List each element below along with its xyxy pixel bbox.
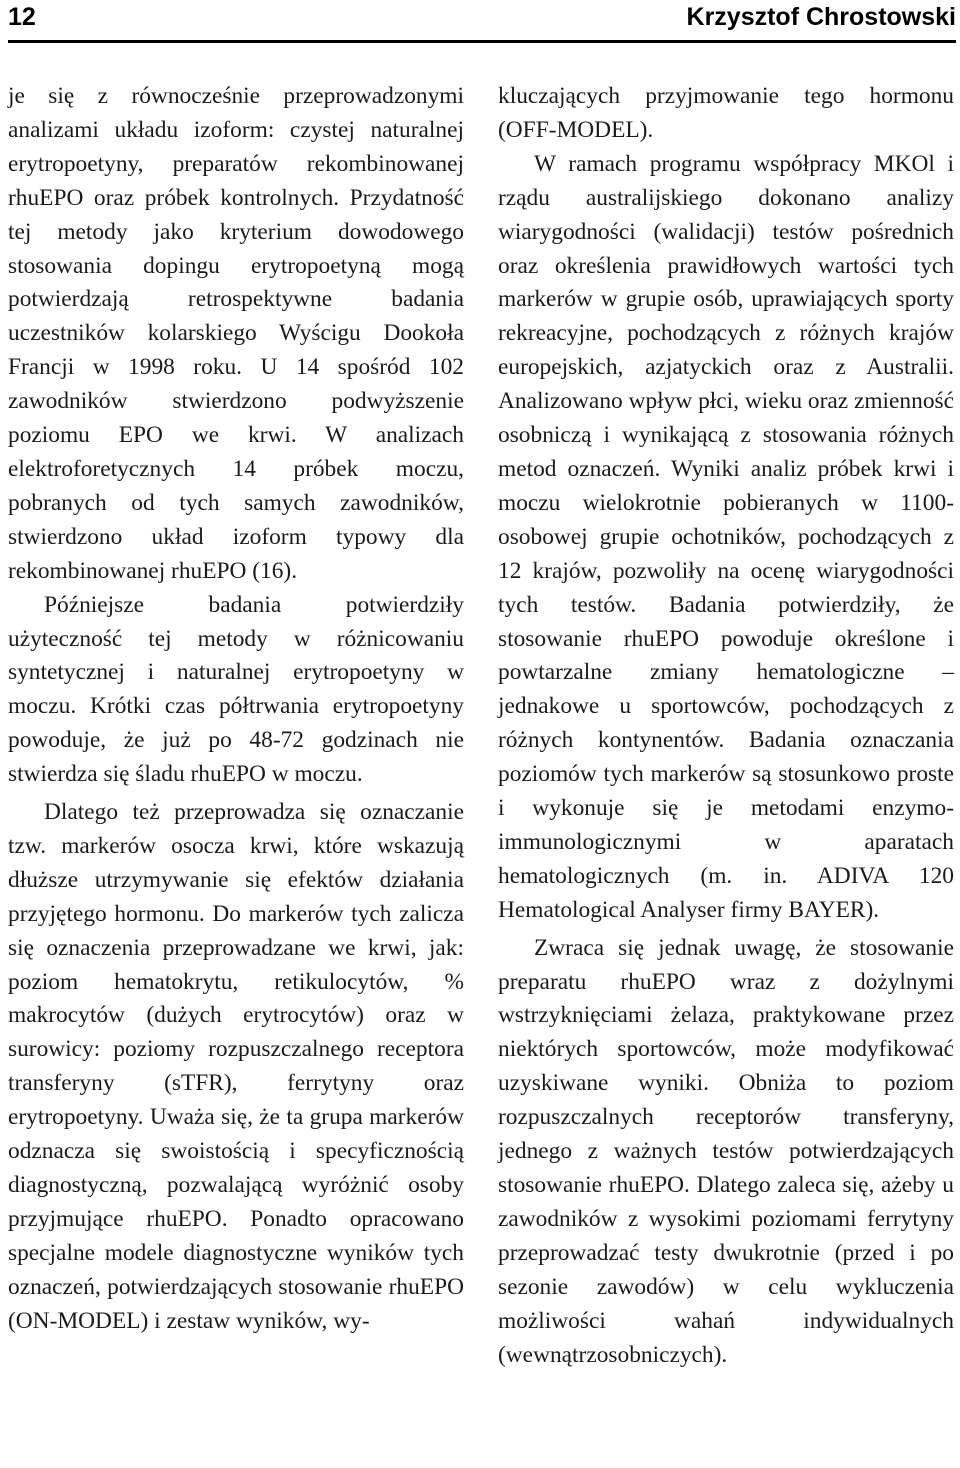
running-head-author: Krzysztof Chrostowski: [686, 3, 956, 31]
header-rule: [8, 40, 956, 43]
right-column: [498, 80, 954, 1372]
paragraph: kluczających przyjmowanie tego hormonu (OFF-MODEL).: [498, 83, 954, 143]
paragraph: W ramach programu współpracy MKOl i rządu australijskiego dokonano analizy wiarygodności (walidacji) testów pośrednich oraz określenia prawidłowych wartości tych markerów w grupie osób, uprawiających sporty rekreacyjne, pochodzących z różnych krajów europejskich, azjatyckich oraz z Australii. Analizowano wpływ płci, wieku oraz zmienność osobniczą i wynikającą z stosowania różnych metod oznaczeń. Wyniki analiz próbek krwi i moczu wielokrotnie pobieranych w 1100-osobowej grupie ochotników, pochodzących z 12 krajów, pozwoliły na ocenę wiarygodności tych testów. Badania potwierdziły, że stosowanie rhuEPO powoduje określone i powtarzalne zmiany hematologiczne – jednakowe u sportowców, pochodzących z różnych kontynentów. Badania oznaczania poziomów tych markerów są stosunkowo proste i wykonuje się je metodami enzymo-immunologicznymi w aparatach hematologicznych (m. in. ADIVA 120 Hematological Analyser firmy BAYER).: [498, 150, 954, 923]
paragraph: Dlatego też przeprowadza się oznaczanie tzw. markerów osocza krwi, które wskazują dłuższe utrzymywanie się efektów działania przyjętego hormonu. Do markerów tych zalicza się oznaczenia przeprowadzane we krwi, jak: poziom hematokrytu, retikulocytów, % makrocytów (dużych erytrocytów) oraz w surowicy: poziomy rozpuszczalnego receptora transferyny (sTFR), ferrytyny oraz erytropoetyny. Uważa się, że ta grupa markerów odznacza się swoistością i specyficznością diagnostyczną, pozwalającą wyróżnić osoby przyjmujące rhuEPO. Ponadto opracowano specjalne modele diagnostyczne wyników tych oznaczeń, potwierdzających stosowanie rhuEPO (ON-MODEL) i zestaw wyników, wy-: [8, 799, 464, 1334]
left-column: [8, 80, 464, 1339]
page-number: 12: [8, 3, 36, 31]
page-header: [8, 0, 956, 42]
paragraph: je się z równocześnie przeprowadzonymi analizami układu izoform: czystej naturalnej erytropoetyny, preparatów rekombinowanej rhuEPO oraz próbek kontrolnych. Przydatność tej metody jako kryterium dowodowego stosowania dopingu erytropoetyną mogą potwierdzają retrospektywne badania uczestników kolarskiego Wyścigu Dookoła Francji w 1998 roku. U 14 spośród 102 zawodników stwierdzono podwyższenie poziomu EPO we krwi. W analizach elektroforetycznych 14 próbek moczu, pobranych od tych samych zawodników, stwierdzono układ izoform typowy dla rekombinowanej rhuEPO (16).: [8, 83, 464, 584]
paragraph: Późniejsze badania potwierdziły użyteczność tej metody w różnicowaniu syntetycznej i naturalnej erytropoetyny w moczu. Krótki czas półtrwania erytropoetyny powoduje, że już po 48-72 godzinach nie stwierdza się śladu rhuEPO w moczu.: [8, 591, 464, 788]
paragraph: Zwraca się jednak uwagę, że stosowanie preparatu rhuEPO wraz z dożylnymi wstrzyknięciami żelaza, praktykowane przez niektórych sportowców, może modyfikować uzyskiwane wyniki. Obniża to poziom rozpuszczalnych receptorów transferyny, jednego z ważnych testów potwierdzających stosowanie rhuEPO. Dlatego zaleca się, ażeby u zawodników z wysokimi poziomami ferrytyny przeprowadzać testy dwukrotnie (przed i po sezonie zawodów) w celu wykluczenia możliwości wahań indywidualnych (wewnątrzosobniczych).: [498, 934, 954, 1368]
